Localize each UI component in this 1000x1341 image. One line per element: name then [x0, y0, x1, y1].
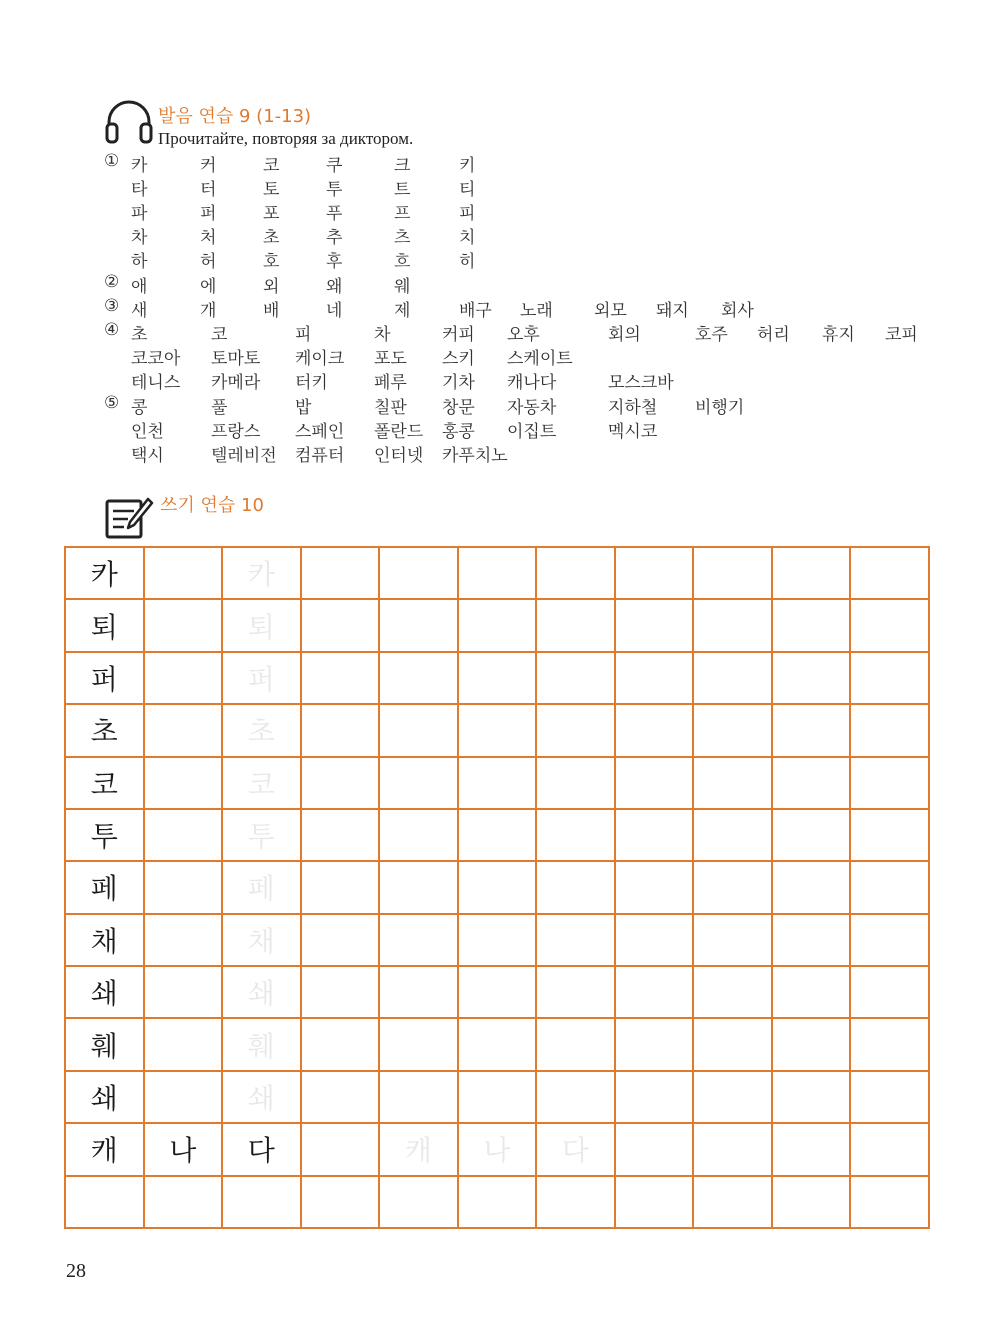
drill-word: 밥 — [295, 398, 312, 418]
blank-cell — [458, 652, 537, 704]
blank-cell — [301, 914, 380, 966]
blank-cell — [301, 1123, 380, 1175]
drill-word: 카푸치노 — [442, 446, 508, 466]
blank-cell — [379, 1071, 458, 1123]
drill-word: 폴란드 — [374, 422, 424, 442]
trace-cell: 퍼 — [222, 652, 301, 704]
drill-word: 키 — [459, 156, 476, 176]
model-cell: 쇄 — [65, 966, 144, 1018]
drill-word: 츠 — [394, 228, 411, 248]
drill-word: 프랑스 — [211, 422, 261, 442]
blank-cell — [301, 547, 380, 599]
blank-cell — [850, 966, 929, 1018]
drill-word: 퍼 — [200, 204, 217, 224]
drill-word: 에 — [200, 277, 217, 297]
blank-cell — [693, 1123, 772, 1175]
drill-row — [104, 320, 944, 344]
blank-cell — [693, 1071, 772, 1123]
drill-word: 애 — [131, 277, 148, 297]
blank-cell — [301, 1018, 380, 1070]
drill-word: 카 — [131, 156, 148, 176]
blank-cell — [301, 757, 380, 809]
drill-word: 페루 — [374, 373, 407, 393]
blank-cell — [850, 1176, 929, 1229]
drill-word: 콩 — [131, 398, 148, 418]
drill-row — [104, 199, 944, 223]
row-number: ④ — [104, 320, 120, 340]
drill-word: 하 — [131, 252, 148, 272]
trace-cell: 훼 — [222, 1018, 301, 1070]
drill-word: 돼지 — [656, 301, 689, 321]
model-cell: 코 — [65, 757, 144, 809]
blank-cell — [850, 599, 929, 651]
blank-cell — [693, 809, 772, 861]
drill-word: 차 — [131, 228, 148, 248]
drill-word: 멕시코 — [608, 422, 658, 442]
drill-word: 웨 — [394, 277, 411, 297]
drill-word: 크 — [394, 156, 411, 176]
blank-cell — [536, 861, 615, 913]
blank-cell — [772, 1123, 851, 1175]
drill-word: 호주 — [695, 325, 728, 345]
drill-word: 코 — [211, 325, 228, 345]
drill-word: 풀 — [211, 398, 228, 418]
model-cell: 카 — [65, 547, 144, 599]
drill-word: 인터넷 — [374, 446, 424, 466]
blank-cell — [458, 757, 537, 809]
blank-cell — [850, 809, 929, 861]
blank-cell — [772, 757, 851, 809]
trace-cell: 퇴 — [222, 599, 301, 651]
blank-cell — [458, 809, 537, 861]
model-cell: 캐 — [65, 1123, 144, 1175]
trace-cell: 채 — [222, 914, 301, 966]
blank-cell — [301, 599, 380, 651]
blank-cell — [536, 547, 615, 599]
drill-word: 외 — [263, 277, 280, 297]
blank-cell — [615, 599, 694, 651]
blank-cell — [615, 1071, 694, 1123]
blank-cell — [615, 914, 694, 966]
drill-word: 파 — [131, 204, 148, 224]
drill-word: 오후 — [507, 325, 540, 345]
drill-word: 초 — [263, 228, 280, 248]
blank-cell — [536, 1176, 615, 1229]
drill-word: 배 — [263, 301, 280, 321]
blank-cell — [301, 861, 380, 913]
notepad-pencil-icon — [104, 495, 154, 541]
blank-cell — [379, 652, 458, 704]
drill-word: 창문 — [442, 398, 475, 418]
drill-word: 회사 — [721, 301, 754, 321]
blank-cell — [379, 599, 458, 651]
blank-cell — [379, 966, 458, 1018]
listening-section-title: 발음 연습 9 (1-13) — [158, 106, 312, 127]
blank-cell — [772, 1071, 851, 1123]
drill-word: 토마토 — [211, 349, 261, 369]
blank-cell — [850, 1018, 929, 1070]
trace-cell: 쇄 — [222, 966, 301, 1018]
blank-cell — [536, 704, 615, 756]
trace-cell: 쇄 — [222, 1071, 301, 1123]
blank-cell — [772, 652, 851, 704]
blank-cell — [615, 547, 694, 599]
blank-cell — [536, 966, 615, 1018]
blank-cell — [615, 809, 694, 861]
drill-row — [104, 441, 944, 465]
drill-row — [104, 368, 944, 392]
blank-cell — [536, 599, 615, 651]
drill-word: 치 — [459, 228, 476, 248]
blank-cell — [536, 809, 615, 861]
blank-cell — [536, 652, 615, 704]
blank-cell — [850, 652, 929, 704]
grid-row — [65, 547, 929, 599]
trace-cell: 코 — [222, 757, 301, 809]
blank-cell — [222, 1176, 301, 1229]
drill-row — [104, 417, 944, 441]
blank-cell — [144, 1071, 223, 1123]
drill-word: 티 — [459, 180, 476, 200]
blank-cell — [458, 966, 537, 1018]
drill-word: 칠판 — [374, 398, 407, 418]
page-number: 28 — [66, 1260, 86, 1282]
blank-cell — [536, 1018, 615, 1070]
blank-cell — [536, 757, 615, 809]
drill-word: 피 — [459, 204, 476, 224]
blank-cell — [693, 599, 772, 651]
drill-word: 스페인 — [295, 422, 345, 442]
blank-cell — [850, 914, 929, 966]
blank-cell — [693, 861, 772, 913]
blank-cell — [144, 1018, 223, 1070]
blank-cell — [615, 966, 694, 1018]
drill-word: 타 — [131, 180, 148, 200]
model-cell: 쇄 — [65, 1071, 144, 1123]
grid-row — [65, 861, 929, 913]
model-cell: 퍼 — [65, 652, 144, 704]
writing-section-title: 쓰기 연습 10 — [160, 495, 264, 516]
model-cell: 퇴 — [65, 599, 144, 651]
blank-cell — [458, 914, 537, 966]
blank-cell — [458, 704, 537, 756]
drill-word: 이집트 — [507, 422, 557, 442]
model-cell: 초 — [65, 704, 144, 756]
drill-row — [104, 175, 944, 199]
blank-cell — [379, 809, 458, 861]
blank-cell — [850, 704, 929, 756]
drill-word: 노래 — [520, 301, 553, 321]
blank-cell — [144, 547, 223, 599]
drill-word: 스케이트 — [507, 349, 573, 369]
drill-word: 프 — [394, 204, 411, 224]
blank-cell — [458, 599, 537, 651]
drill-word: 허 — [200, 252, 217, 272]
blank-cell — [615, 1176, 694, 1229]
drill-word: 코피 — [885, 325, 918, 345]
model-cell: 페 — [65, 861, 144, 913]
blank-cell — [772, 914, 851, 966]
drill-word: 지하철 — [608, 398, 658, 418]
drill-word: 포도 — [374, 349, 407, 369]
blank-cell — [772, 1018, 851, 1070]
blank-cell — [144, 809, 223, 861]
drill-row — [104, 393, 944, 417]
drill-word: 비행기 — [695, 398, 745, 418]
blank-cell — [301, 809, 380, 861]
blank-cell — [693, 914, 772, 966]
blank-cell — [379, 1018, 458, 1070]
drill-word: 홍콩 — [442, 422, 475, 442]
blank-cell — [536, 914, 615, 966]
trace-cell: 캐 — [379, 1123, 458, 1175]
drill-word: 네 — [326, 301, 343, 321]
blank-cell — [144, 652, 223, 704]
blank-cell — [772, 966, 851, 1018]
row-number: ③ — [104, 296, 120, 316]
drill-word: 개 — [200, 301, 217, 321]
blank-cell — [772, 547, 851, 599]
blank-cell — [144, 704, 223, 756]
instruction-text: Прочитайте, повторяя за диктором. — [158, 129, 414, 148]
drill-word: 카메라 — [211, 373, 261, 393]
blank-cell — [144, 757, 223, 809]
blank-cell — [850, 1071, 929, 1123]
drill-word: 스키 — [442, 349, 475, 369]
blank-cell — [850, 547, 929, 599]
drill-word: 자동차 — [507, 398, 557, 418]
grid-row — [65, 704, 929, 756]
grid-row — [65, 1071, 929, 1123]
blank-cell — [615, 1123, 694, 1175]
blank-cell — [615, 652, 694, 704]
grid-row — [65, 599, 929, 651]
grid-row — [65, 1123, 929, 1175]
blank-cell — [458, 1071, 537, 1123]
drill-row — [104, 272, 944, 296]
drill-word: 호 — [263, 252, 280, 272]
drill-word: 초 — [131, 325, 148, 345]
drill-word: 차 — [374, 325, 391, 345]
blank-cell — [301, 704, 380, 756]
drill-word: 허리 — [757, 325, 790, 345]
blank-cell — [301, 1071, 380, 1123]
drill-word: 기차 — [442, 373, 475, 393]
blank-cell — [772, 1176, 851, 1229]
drill-word: 투 — [326, 180, 343, 200]
grid-row — [65, 652, 929, 704]
blank-cell — [301, 966, 380, 1018]
blank-cell — [615, 861, 694, 913]
drill-word: 배구 — [459, 301, 492, 321]
blank-cell — [693, 547, 772, 599]
blank-cell — [65, 1176, 144, 1229]
drill-word: 커 — [200, 156, 217, 176]
trace-cell: 초 — [222, 704, 301, 756]
drill-row — [104, 223, 944, 247]
blank-cell — [379, 1176, 458, 1229]
drill-word: 케이크 — [295, 349, 345, 369]
drill-word: 히 — [459, 252, 476, 272]
blank-cell — [615, 757, 694, 809]
blank-cell — [458, 1176, 537, 1229]
trace-cell: 페 — [222, 861, 301, 913]
drill-word: 인천 — [131, 422, 164, 442]
drill-row — [104, 296, 944, 320]
blank-cell — [615, 704, 694, 756]
blank-cell — [379, 547, 458, 599]
blank-cell — [301, 1176, 380, 1229]
model-cell: 훼 — [65, 1018, 144, 1070]
drill-word: 코 — [263, 156, 280, 176]
blank-cell — [536, 1071, 615, 1123]
drill-word: 코코아 — [131, 349, 181, 369]
drill-word: 왜 — [326, 277, 343, 297]
blank-cell — [693, 1176, 772, 1229]
grid-row — [65, 1018, 929, 1070]
blank-cell — [693, 757, 772, 809]
blank-cell — [144, 1176, 223, 1229]
trace-cell: 나 — [458, 1123, 537, 1175]
blank-cell — [301, 652, 380, 704]
blank-cell — [772, 861, 851, 913]
blank-cell — [144, 861, 223, 913]
drill-word: 흐 — [394, 252, 411, 272]
blank-cell — [850, 1123, 929, 1175]
blank-cell — [772, 809, 851, 861]
drill-word: 커피 — [442, 325, 475, 345]
model-cell: 채 — [65, 914, 144, 966]
blank-cell — [379, 861, 458, 913]
grid-row — [65, 757, 929, 809]
drill-word: 쿠 — [326, 156, 343, 176]
model-cell: 나 — [144, 1123, 223, 1175]
blank-cell — [458, 547, 537, 599]
drill-word: 터 — [200, 180, 217, 200]
drill-row — [104, 151, 944, 175]
drill-word: 포 — [263, 204, 280, 224]
blank-cell — [693, 966, 772, 1018]
trace-cell: 카 — [222, 547, 301, 599]
blank-cell — [458, 861, 537, 913]
drill-word: 후 — [326, 252, 343, 272]
drill-word: 텔레비전 — [211, 446, 277, 466]
blank-cell — [693, 652, 772, 704]
drill-row — [104, 344, 944, 368]
drill-word: 제 — [394, 301, 411, 321]
drill-word: 컴퓨터 — [295, 446, 345, 466]
blank-cell — [693, 1018, 772, 1070]
blank-cell — [772, 599, 851, 651]
blank-cell — [615, 1018, 694, 1070]
drill-row — [104, 247, 944, 271]
blank-cell — [379, 757, 458, 809]
row-number: ② — [104, 272, 120, 292]
drill-word: 회의 — [608, 325, 641, 345]
blank-cell — [144, 966, 223, 1018]
drill-word: 피 — [295, 325, 312, 345]
blank-cell — [850, 757, 929, 809]
drill-word: 새 — [131, 301, 148, 321]
drill-word: 토 — [263, 180, 280, 200]
model-cell: 다 — [222, 1123, 301, 1175]
row-number: ① — [104, 151, 120, 171]
trace-cell: 다 — [536, 1123, 615, 1175]
grid-row — [65, 966, 929, 1018]
drill-word: 테니스 — [131, 373, 181, 393]
grid-row — [65, 1176, 929, 1229]
drill-word: 휴지 — [822, 325, 855, 345]
grid-row — [65, 914, 929, 966]
drill-word: 푸 — [326, 204, 343, 224]
model-cell: 투 — [65, 809, 144, 861]
trace-cell: 투 — [222, 809, 301, 861]
blank-cell — [144, 914, 223, 966]
drill-word: 외모 — [594, 301, 627, 321]
blank-cell — [458, 1018, 537, 1070]
blank-cell — [379, 704, 458, 756]
drill-word: 추 — [326, 228, 343, 248]
blank-cell — [379, 914, 458, 966]
blank-cell — [144, 599, 223, 651]
blank-cell — [772, 704, 851, 756]
headphones-icon — [104, 100, 154, 144]
blank-cell — [850, 861, 929, 913]
drill-word: 택시 — [131, 446, 164, 466]
drill-word: 캐나다 — [507, 373, 557, 393]
drill-word: 모스크바 — [608, 373, 674, 393]
writing-practice-grid — [64, 546, 930, 1229]
blank-cell — [693, 704, 772, 756]
row-number: ⑤ — [104, 393, 120, 413]
drill-word: 트 — [394, 180, 411, 200]
drill-word: 처 — [200, 228, 217, 248]
grid-row — [65, 809, 929, 861]
drill-word: 터키 — [295, 373, 328, 393]
